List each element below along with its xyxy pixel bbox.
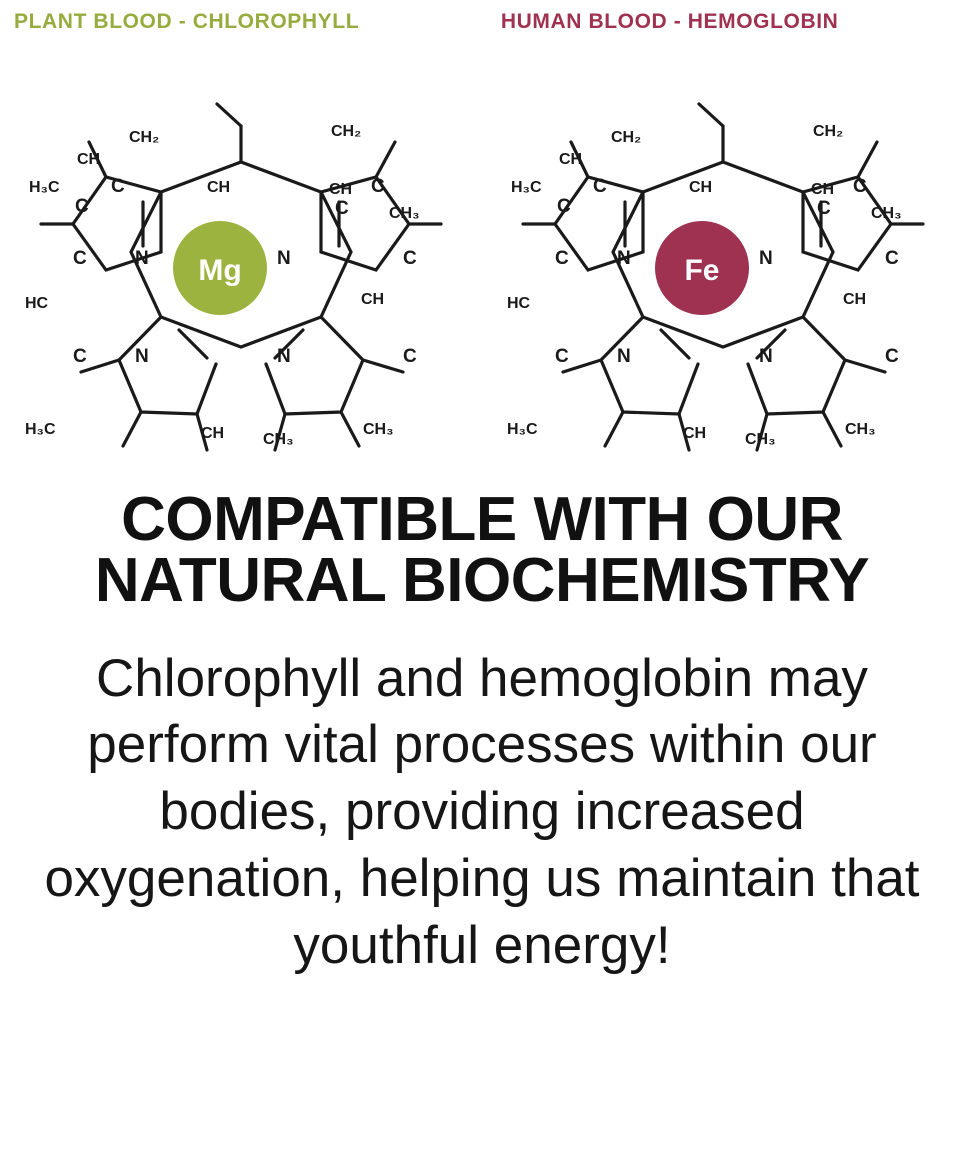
svg-text:C: C — [75, 196, 89, 217]
plant-blood-header: PLANT BLOOD - CHLOROPHYLL — [14, 10, 360, 33]
svg-text:CH₂: CH₂ — [611, 129, 642, 146]
svg-text:N: N — [759, 248, 773, 269]
magnesium-atom-label: Mg — [198, 254, 242, 287]
panel-headers — [0, 0, 964, 34]
svg-text:H₃C: H₃C — [29, 179, 60, 196]
body-line-4: oxygenation, helping us maintain that — [44, 848, 920, 908]
svg-text:C: C — [555, 346, 569, 367]
svg-text:C: C — [371, 176, 385, 197]
svg-text:C: C — [885, 248, 899, 269]
svg-text:C: C — [817, 198, 831, 219]
svg-text:CH: CH — [559, 151, 583, 168]
svg-text:CH: CH — [689, 179, 713, 196]
svg-text:CH: CH — [811, 181, 835, 198]
hemoglobin-structure-diagram — [493, 42, 953, 462]
svg-text:N: N — [277, 248, 291, 269]
svg-text:H₃C: H₃C — [25, 421, 56, 438]
svg-text:CH: CH — [843, 291, 867, 308]
svg-text:CH₃: CH₃ — [745, 431, 776, 448]
svg-text:CH₂: CH₂ — [129, 129, 160, 146]
headline — [0, 485, 964, 615]
svg-text:H₃C: H₃C — [511, 179, 542, 196]
svg-text:C: C — [73, 248, 87, 269]
svg-text:C: C — [111, 176, 125, 197]
svg-text:CH: CH — [683, 425, 707, 442]
iron-atom-label: Fe — [684, 254, 720, 287]
svg-text:N: N — [617, 248, 631, 269]
body-copy — [0, 646, 964, 980]
hemoglobin-molecule-panel — [482, 42, 964, 472]
svg-text:C: C — [593, 176, 607, 197]
human-blood-header: HUMAN BLOOD - HEMOGLOBIN — [500, 10, 839, 33]
svg-text:CH₃: CH₃ — [845, 421, 876, 438]
svg-text:C: C — [335, 198, 349, 219]
svg-text:N: N — [277, 346, 291, 367]
svg-text:HC: HC — [25, 295, 49, 312]
body-line-2: perform vital processes within our — [87, 715, 877, 775]
svg-text:CH₂: CH₂ — [331, 123, 362, 140]
svg-text:CH: CH — [329, 181, 353, 198]
body-line-5: youthful energy! — [293, 915, 671, 975]
svg-text:CH: CH — [207, 179, 231, 196]
headline-line-2: NATURAL BIOCHEMISTRY — [94, 545, 870, 615]
svg-text:N: N — [135, 248, 149, 269]
svg-text:C: C — [403, 346, 417, 367]
headline-line-1: COMPATIBLE WITH OUR — [121, 485, 843, 554]
svg-text:CH₃: CH₃ — [263, 431, 294, 448]
chlorophyll-molecule-panel — [0, 42, 482, 472]
svg-text:CH₃: CH₃ — [389, 205, 420, 222]
svg-text:C: C — [555, 248, 569, 269]
svg-text:CH₃: CH₃ — [871, 205, 902, 222]
svg-text:CH: CH — [361, 291, 385, 308]
svg-text:CH₃: CH₃ — [363, 421, 394, 438]
svg-text:C: C — [557, 196, 571, 217]
svg-text:C: C — [885, 346, 899, 367]
svg-text:CH₂: CH₂ — [813, 123, 844, 140]
body-line-1: Chlorophyll and hemoglobin may — [96, 648, 868, 708]
svg-text:N: N — [135, 346, 149, 367]
svg-text:C: C — [403, 248, 417, 269]
svg-text:CH: CH — [77, 151, 101, 168]
svg-text:CH: CH — [201, 425, 225, 442]
svg-text:N: N — [759, 346, 773, 367]
body-line-3: bodies, providing increased — [159, 782, 805, 842]
svg-text:H₃C: H₃C — [507, 421, 538, 438]
svg-text:C: C — [73, 346, 87, 367]
molecule-comparison — [0, 42, 964, 472]
chlorophyll-structure-diagram — [11, 42, 471, 462]
svg-text:HC: HC — [507, 295, 531, 312]
svg-text:N: N — [617, 346, 631, 367]
svg-text:C: C — [853, 176, 867, 197]
